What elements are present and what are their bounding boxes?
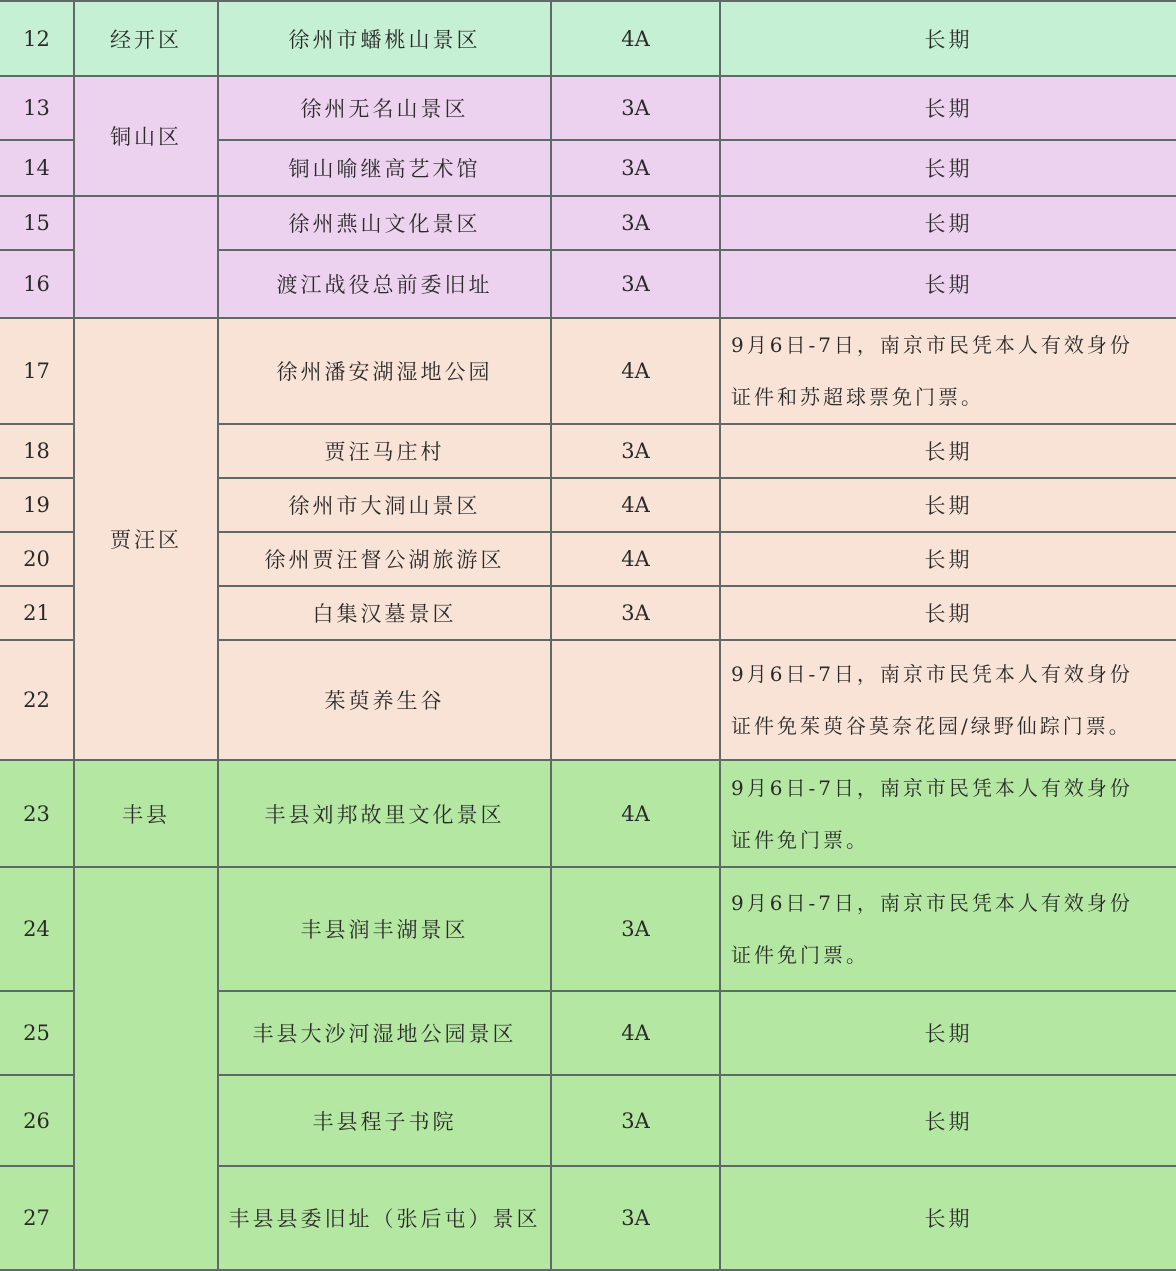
row-number: 23 bbox=[0, 760, 74, 867]
note-cell: 长期 bbox=[720, 991, 1176, 1075]
row-number: 24 bbox=[0, 867, 74, 991]
note-cell: 长期 bbox=[720, 532, 1176, 586]
grade-cell: 3A bbox=[551, 586, 720, 640]
note-cell bbox=[720, 318, 1176, 424]
note-cell: 长期 bbox=[720, 1075, 1176, 1166]
scenic-name-cell: 徐州市大洞山景区 bbox=[218, 478, 551, 532]
grade-cell: 3A bbox=[551, 76, 720, 140]
scenic-name-cell: 丰县润丰湖景区 bbox=[218, 867, 551, 991]
table-row bbox=[0, 196, 1176, 250]
note-line: 9月6日-7日，南京市民凭本人有效身份 bbox=[731, 775, 1133, 800]
grade-cell: 4A bbox=[551, 1, 720, 76]
row-number: 27 bbox=[0, 1166, 74, 1270]
grade-cell bbox=[551, 640, 720, 760]
note-cell: 长期 bbox=[720, 140, 1176, 196]
note-line: 证件和苏超球票免门票。 bbox=[731, 385, 984, 409]
scenic-name-cell: 白集汉墓景区 bbox=[218, 586, 551, 640]
scenic-name-cell: 渡江战役总前委旧址 bbox=[218, 250, 551, 318]
note-line: 证件免茱萸谷莫奈花园/绿野仙踪门票。 bbox=[731, 714, 1132, 738]
note-cell: 长期 bbox=[720, 250, 1176, 318]
note-cell bbox=[720, 760, 1176, 867]
district-cell bbox=[74, 196, 218, 318]
scenic-name-cell: 徐州潘安湖湿地公园 bbox=[218, 318, 551, 424]
grade-cell: 4A bbox=[551, 760, 720, 867]
row-number: 26 bbox=[0, 1075, 74, 1166]
note-line: 证件免门票。 bbox=[731, 943, 869, 967]
row-number: 19 bbox=[0, 478, 74, 532]
scenic-name-cell: 丰县刘邦故里文化景区 bbox=[218, 760, 551, 867]
scenic-name-cell: 徐州市蟠桃山景区 bbox=[218, 1, 551, 76]
grade-cell: 3A bbox=[551, 1075, 720, 1166]
row-number: 21 bbox=[0, 586, 74, 640]
note-line: 证件免门票。 bbox=[731, 827, 869, 852]
note-cell: 长期 bbox=[720, 1166, 1176, 1270]
grade-cell: 3A bbox=[551, 867, 720, 991]
grade-cell: 4A bbox=[551, 478, 720, 532]
row-number: 18 bbox=[0, 424, 74, 478]
table-row bbox=[0, 867, 1176, 991]
grade-cell: 3A bbox=[551, 1166, 720, 1270]
note-line: 9月6日-7日，南京市民凭本人有效身份 bbox=[731, 662, 1133, 686]
district-cell: 丰县 bbox=[74, 760, 218, 867]
grade-cell: 3A bbox=[551, 250, 720, 318]
district-cell: 经开区 bbox=[74, 1, 218, 76]
note-cell: 长期 bbox=[720, 478, 1176, 532]
note-line: 9月6日-7日，南京市民凭本人有效身份 bbox=[731, 891, 1133, 915]
note-cell bbox=[720, 867, 1176, 991]
table-row bbox=[0, 1, 1176, 76]
scenic-name-cell: 徐州燕山文化景区 bbox=[218, 196, 551, 250]
note-cell: 长期 bbox=[720, 424, 1176, 478]
grade-cell: 4A bbox=[551, 532, 720, 586]
grade-cell: 3A bbox=[551, 196, 720, 250]
grade-cell: 3A bbox=[551, 140, 720, 196]
scenic-name-cell: 徐州无名山景区 bbox=[218, 76, 551, 140]
note-cell bbox=[720, 640, 1176, 760]
row-number: 12 bbox=[0, 1, 74, 76]
scenic-name-cell: 茱萸养生谷 bbox=[218, 640, 551, 760]
row-number: 25 bbox=[0, 991, 74, 1075]
note-line: 9月6日-7日，南京市民凭本人有效身份 bbox=[731, 333, 1133, 357]
table-row bbox=[0, 76, 1176, 140]
grade-cell: 4A bbox=[551, 991, 720, 1075]
grade-cell: 4A bbox=[551, 318, 720, 424]
row-number: 16 bbox=[0, 250, 74, 318]
table-row bbox=[0, 760, 1176, 867]
row-number: 13 bbox=[0, 76, 74, 140]
row-number: 14 bbox=[0, 140, 74, 196]
scenic-name-cell: 丰县县委旧址（张后屯）景区 bbox=[218, 1166, 551, 1270]
note-cell: 长期 bbox=[720, 1, 1176, 76]
row-number: 20 bbox=[0, 532, 74, 586]
scenic-name-cell: 贾汪马庄村 bbox=[218, 424, 551, 478]
note-cell: 长期 bbox=[720, 586, 1176, 640]
scenic-name-cell: 丰县程子书院 bbox=[218, 1075, 551, 1166]
scenic-name-cell: 徐州贾汪督公湖旅游区 bbox=[218, 532, 551, 586]
row-number: 22 bbox=[0, 640, 74, 760]
district-cell: 贾汪区 bbox=[74, 318, 218, 760]
scenic-name-cell: 丰县大沙河湿地公园景区 bbox=[218, 991, 551, 1075]
row-number: 15 bbox=[0, 196, 74, 250]
district-cell: 铜山区 bbox=[74, 76, 218, 196]
note-cell: 长期 bbox=[720, 76, 1176, 140]
grade-cell: 3A bbox=[551, 424, 720, 478]
note-cell: 长期 bbox=[720, 196, 1176, 250]
table-row bbox=[0, 318, 1176, 424]
row-number: 17 bbox=[0, 318, 74, 424]
district-cell bbox=[74, 867, 218, 1270]
scenic-name-cell: 铜山喻继高艺术馆 bbox=[218, 140, 551, 196]
